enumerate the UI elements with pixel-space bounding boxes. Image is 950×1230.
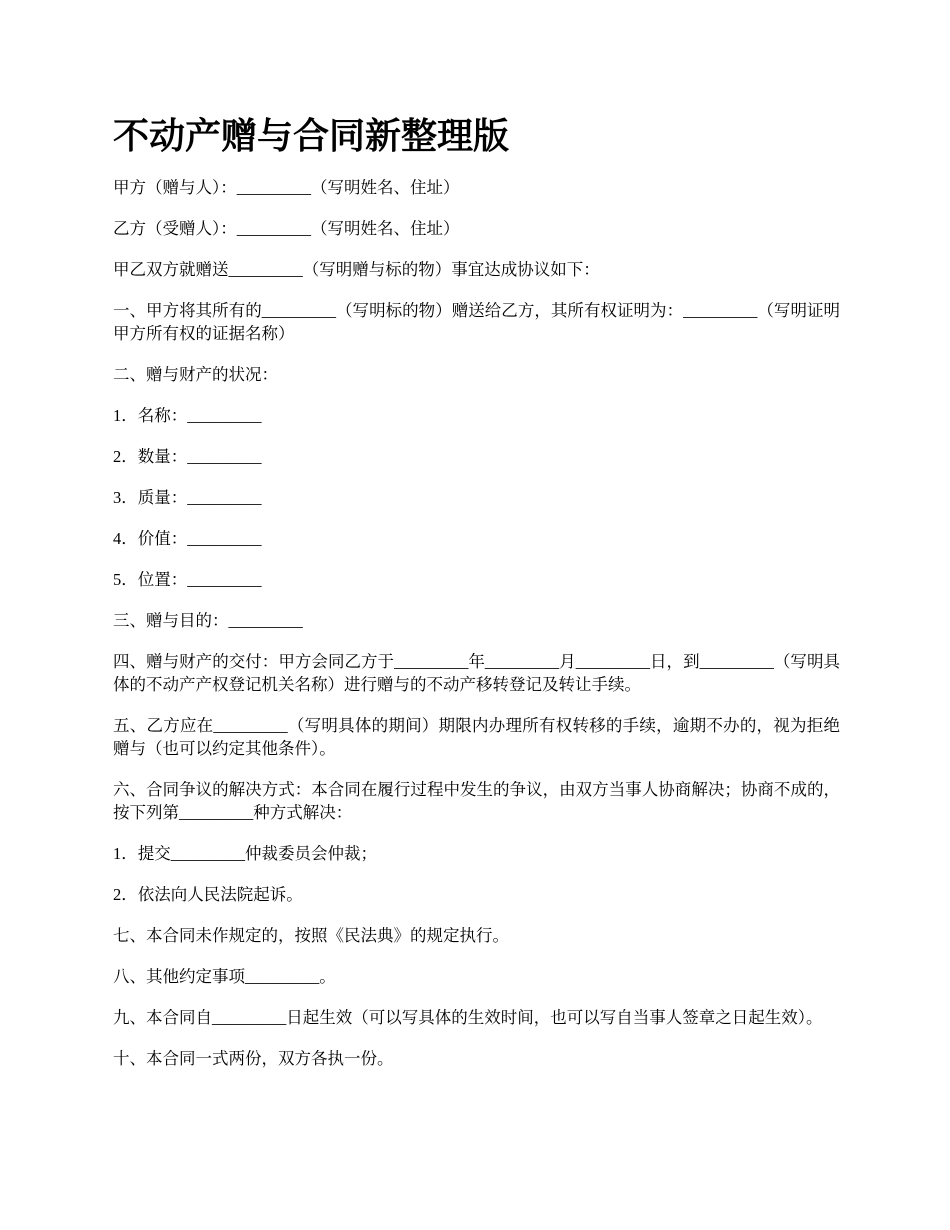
clause-1: 一、甲方将其所有的_________（写明标的物）赠送给乙方，其所有权证明为：_________（写明证明甲方所有权的证据名称） [113, 301, 840, 343]
property-location-item: 5．位置：_________ [113, 570, 262, 589]
clause-2-heading: 二、赠与财产的状况： [113, 365, 278, 384]
property-value-item: 4．价值：_________ [113, 529, 262, 548]
document-body [113, 176, 840, 1088]
clause-3: 三、赠与目的：_________ [113, 611, 303, 630]
clause-4: 四、赠与财产的交付：甲方会同乙方于_________年_________月_________日，到_________（写明具体的不动产产权登记机关名称）进行赠与的不动产移转登记及转让手续。 [113, 652, 840, 694]
clause-9: 九、本合同自_________日起生效（可以写具体的生效时间，也可以写自当事人签章之日起生效）。 [113, 1008, 823, 1027]
property-quantity-item: 2．数量：_________ [113, 447, 262, 466]
document-title: 不动产赠与合同新整理版 [113, 115, 510, 157]
property-name-item: 1．名称：_________ [113, 406, 262, 425]
clause-10: 十、本合同一式两份，双方各执一份。 [113, 1049, 394, 1068]
clause-5: 五、乙方应在_________（写明具体的期间）期限内办理所有权转移的手续，逾期不办的，视为拒绝赠与（也可以约定其他条件）。 [113, 716, 840, 758]
dispute-option-2: 2．依法向人民法院起诉。 [113, 885, 303, 904]
agreement-intro: 甲乙双方就赠送_________（写明赠与标的物）事宜达成协议如下： [113, 260, 600, 279]
property-quality-item: 3．质量：_________ [113, 488, 262, 507]
dispute-option-1: 1．提交_________仲裁委员会仲裁； [113, 844, 377, 863]
clause-6: 六、合同争议的解决方式：本合同在履行过程中发生的争议，由双方当事人协商解决；协商不成的，按下列第_________种方式解决： [113, 780, 840, 822]
party-a-line: 甲方（赠与人）：_________（写明姓名、住址） [113, 178, 460, 197]
party-b-line: 乙方（受赠人）：_________（写明姓名、住址） [113, 219, 460, 238]
clause-7: 七、本合同未作规定的，按照《民法典》的规定执行。 [113, 926, 509, 945]
clause-8: 八、其他约定事项_________。 [113, 967, 336, 986]
